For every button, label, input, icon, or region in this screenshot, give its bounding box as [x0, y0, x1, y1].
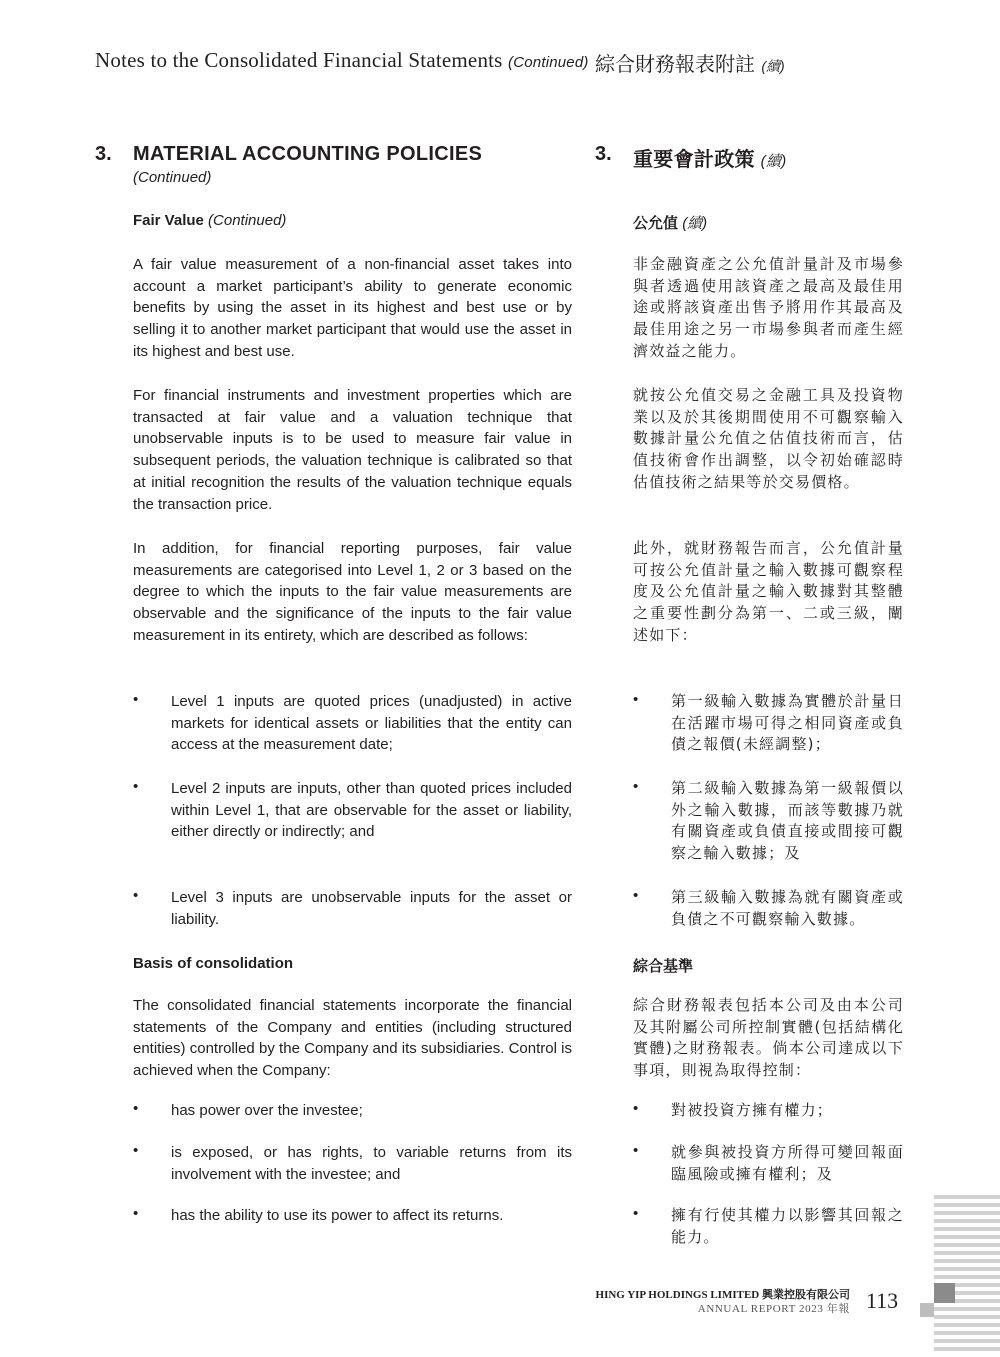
bullet-marker: •: [633, 1100, 639, 1117]
fair-value-paragraph-3-en: In addition, for financial reporting purposes, fair value measurements are categorised into Level 1, 2 or 3 based on the degree to which the inputs to the fair value measurements are observable and the significance of the inputs to the fair value measurement in its entirety, which are described as follows:: [133, 540, 572, 644]
footer-report: ANNUAL REPORT 2023 年報: [697, 1303, 850, 1315]
bullet-marker: •: [133, 887, 139, 904]
control-bullet-3-zh: 擁有行使其權力以影響其回報之能力。: [671, 1206, 904, 1246]
level-3-bullet-en: Level 3 inputs are unobservable inputs for the asset or liability.: [171, 889, 572, 928]
bullet-marker: •: [633, 887, 639, 904]
level-1-bullet-zh: 第一級輸入數據為實體於計量日在活躍市場可得之相同資產或負債之報價(未經調整)；: [671, 692, 904, 754]
fair-value-paragraph-3-zh: 此外，就財務報告而言，公允值計量可按公允值計量之輸入數據可觀察程度及公允值計量之輸入數據對其整體之重要性劃分為第一、二或三級，闡述如下：: [633, 539, 904, 644]
bullet-marker: •: [133, 1100, 139, 1117]
fair-value-paragraph-2-en: For financial instruments and investment properties which are transacted at fair value and a valuation technique that unobservable inputs is to be used to measure fair value in subsequent periods, the valuation technique is calibrated so that at initial recognition the results of the valuation technique equals the transaction price.: [133, 387, 572, 513]
section-number-zh: 3.: [595, 143, 612, 165]
bullet-marker: •: [133, 691, 139, 708]
level-1-bullet-en: Level 1 inputs are quoted prices (unadjusted) in active markets for identical assets or liabilities that the entity can access at the measurement date;: [171, 693, 572, 754]
consolidation-heading-zh: 綜合基準: [633, 958, 694, 975]
header-title-en: Notes to the Consolidated Financial Statements (Continued): [95, 48, 589, 72]
consolidation-paragraph-en: The consolidated financial statements incorporate the financial statements of the Company and entities (including structured entities) controlled by the Company and its subsidiaries. Control is achieved when the Company:: [133, 997, 572, 1080]
fair-value-paragraph-2-zh: 就按公允值交易之金融工具及投資物業以及於其後期間使用不可觀察輸入數據計量公允值之估值技術而言，估值技術會作出調整，以令初始確認時估值技術之結果等於交易價格。: [633, 386, 904, 491]
bullet-marker: •: [633, 778, 639, 795]
fair-value-paragraph-1-en: A fair value measurement of a non-financial asset takes into account a market participant’s ability to generate economic benefits by using the asset in its highest and best use or by selling it to another market participant that would use the asset in its highest and best use.: [133, 256, 572, 360]
section-continued-zh: (續): [760, 153, 787, 170]
level-2-bullet-en: Level 2 inputs are inputs, other than quoted prices included within Level 1, that are observable for the asset or liability, either directly or indirectly; and: [171, 780, 572, 841]
section-number-en: 3.: [95, 143, 112, 165]
section-title-en: MATERIAL ACCOUNTING POLICIES: [133, 143, 483, 165]
bullet-marker: •: [633, 1142, 639, 1159]
page-number: 113: [866, 1288, 899, 1313]
footer-company: HING YIP HOLDINGS LIMITED 興業控股有限公司: [595, 1289, 850, 1301]
decorative-square-dark: [934, 1283, 955, 1303]
bullet-marker: •: [633, 691, 639, 708]
fair-value-heading-zh: 公允值 (續): [633, 215, 708, 232]
control-bullet-3-en: has the ability to use its power to affect its returns.: [171, 1207, 504, 1224]
section-continued-en: (Continued): [133, 169, 212, 186]
decorative-square-light: [920, 1303, 934, 1317]
control-bullet-2-zh: 就參與被投資方所得可變回報面臨風險或擁有權利；及: [671, 1143, 904, 1183]
decorative-stripes: [934, 1195, 1000, 1357]
bullet-marker: •: [633, 1205, 639, 1222]
consolidation-heading-en: Basis of consolidation: [133, 955, 294, 972]
section-title-zh: 重要會計政策 (續): [633, 149, 787, 171]
control-bullet-2-en: is exposed, or has rights, to variable returns from its involvement with the investee; and: [171, 1144, 572, 1183]
control-bullet-1-en: has power over the investee;: [171, 1102, 363, 1119]
bullet-marker: •: [133, 1142, 139, 1159]
header-continued-en: (Continued): [508, 54, 589, 71]
consolidation-paragraph-zh: 綜合財務報表包括本公司及由本公司及其附屬公司所控制實體(包括結構化實體)之財務報表。倘本公司達成以下事項，則視為取得控制：: [633, 996, 904, 1080]
header-title-zh: 綜合財務報表附註 (續): [595, 52, 785, 76]
bullet-marker: •: [133, 778, 139, 795]
fair-value-heading-en: Fair Value (Continued): [133, 212, 287, 229]
header-continued-zh: (續): [761, 58, 785, 74]
fair-value-paragraph-1-zh: 非金融資產之公允值計量計及市場參與者透過使用該資產之最高及最佳用途或將該資產出售予將用作其最高及最佳用途之另一市場參與者而產生經濟效益之能力。: [633, 255, 904, 360]
level-3-bullet-zh: 第三級輸入數據為就有關資產或負債之不可觀察輸入數據。: [671, 888, 904, 928]
control-bullet-1-zh: 對被投資方擁有權力；: [671, 1101, 834, 1119]
level-2-bullet-zh: 第二級輸入數據為第一級報價以外之輸入數據，而該等數據乃就有關資產或負債直接或間接可觀察之輸入數據；及: [671, 779, 904, 863]
bullet-marker: •: [133, 1205, 139, 1222]
